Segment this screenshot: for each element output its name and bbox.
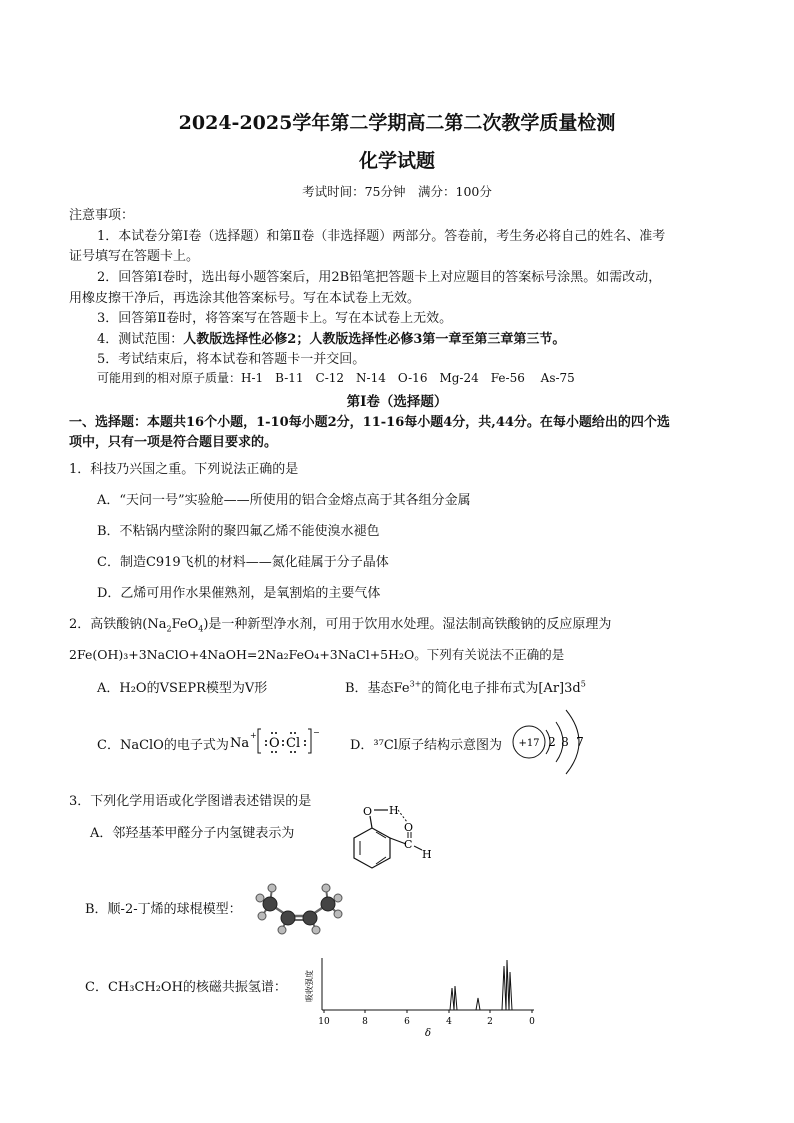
tick-label: 4 <box>446 1017 452 1027</box>
q1-option-c: C．制造C919飞机的材料——氮化硅属于分子晶体 <box>97 555 389 570</box>
q1-option-d: D．乙烯可用作水果催熟剂，是氧割焰的主要气体 <box>97 586 381 601</box>
dot <box>290 732 292 734</box>
hydroxyl-h: H <box>389 804 399 817</box>
q2-option-a: A．H₂O的VSEPR模型为V形 <box>97 681 268 696</box>
hydrogen-atom <box>256 894 264 902</box>
dot <box>290 751 292 753</box>
shell-3-electrons: 7 <box>576 735 584 749</box>
ethanol-nmr-spectrum <box>298 952 544 1038</box>
hydrogen-atom <box>258 912 266 920</box>
x-axis-label: δ <box>424 1028 432 1038</box>
naclo-na: Na <box>230 736 250 751</box>
section-title: 第Ⅰ卷（选择题） <box>346 394 448 410</box>
q2-stem-mid: FeO <box>171 617 199 632</box>
dot <box>275 751 277 753</box>
q3-option-a: A．邻羟基苯甲醛分子内氢键表示为 <box>90 826 295 841</box>
spectrum-peaks <box>322 960 534 1010</box>
section-instruction-line1: 一、选择题：本题共16个小题，1-10每小题2分，11-16每小题4分，共,44分。在每小题给出的四个选 <box>69 415 670 430</box>
section-instruction-line2: 项中，只有一项是符合题目要求的。 <box>69 435 278 450</box>
carbon-atom <box>281 911 295 925</box>
note-2-line2: 用橡皮擦干净后，再选涂其他答案标号。写在本试卷上无效。 <box>69 291 421 306</box>
note-4-scope: 人教版选择性必修2；人教版选择性必修3第一章至第三章第三节。 <box>183 332 566 347</box>
cl-atom-structure-diagram <box>508 700 598 784</box>
q3-option-c: C．CH₃CH₂OH的核磁共振氢谱： <box>85 980 287 995</box>
atomic-masses: 可能用到的相对原子质量：H-1 B-11 C-12 N-14 O-16 Mg-24 Fe-56 As-75 <box>97 371 575 385</box>
hydroxyl-o: O <box>363 805 373 818</box>
tick-label: 6 <box>404 1017 410 1027</box>
tick-label: 10 <box>318 1017 330 1027</box>
q2-stem <box>69 613 611 634</box>
q1-option-b: B．不粘锅内壁涂附的聚四氟乙烯不能使溴水褪色 <box>97 524 380 539</box>
q2-option-d: D．³⁷Cl原子结构示意图为 <box>350 738 502 753</box>
naclo-charge: − <box>313 728 320 737</box>
benzene-ring <box>354 828 390 868</box>
q1-stem: 1．科技乃兴国之重。下列说法正确的是 <box>69 462 299 477</box>
hydrogen-atom <box>268 884 276 892</box>
q2-stem-sub2: 2 <box>166 624 172 634</box>
bracket-left <box>258 729 261 753</box>
note-4 <box>97 328 565 347</box>
y-axis-label: 吸收强度 <box>305 970 314 1002</box>
q2-option-b <box>345 677 586 696</box>
naclo-cl: Cl <box>286 736 301 751</box>
carbon-atom <box>303 911 317 925</box>
salicylaldehyde-structure <box>340 800 440 876</box>
q2-stem-pre: 2．高铁酸钠(Na <box>69 617 167 632</box>
shell-2-electrons: 8 <box>561 735 569 749</box>
note-5: 5．考试结束后，将本试卷和答题卡一并交回。 <box>97 352 366 367</box>
dot <box>275 732 277 734</box>
dot <box>271 732 273 734</box>
c-h-bond <box>414 846 422 850</box>
cis-2-butene-ball-stick-model <box>250 876 350 938</box>
aldehyde-c: C <box>404 838 413 851</box>
aldehyde-h: H <box>422 848 432 861</box>
q2-equation: 2Fe(OH)₃+3NaClO+4NaOH=2Na₂FeO₄+3NaCl+5H₂O。下列有关说法不正确的是 <box>69 647 565 662</box>
aldehyde-o: O <box>404 821 414 834</box>
dot <box>282 740 284 742</box>
hydrogen-atom <box>278 926 286 934</box>
q2-option-c: C．NaClO的电子式为 <box>97 738 229 753</box>
dot <box>304 744 306 746</box>
dot <box>265 740 267 742</box>
hydrogen-atom <box>334 894 342 902</box>
tick-label: 2 <box>487 1017 493 1027</box>
bracket-right <box>308 729 311 753</box>
naclo-o: O <box>269 736 280 751</box>
q1-option-a: A．“天问一号”实验舱——所使用的铝合金熔点高于其各组分金属 <box>97 493 471 508</box>
q2-option-b-mid: 的简化电子排布式为[Ar]3d <box>421 681 581 696</box>
carbon-atom <box>321 897 335 911</box>
dot <box>304 740 306 742</box>
notes-heading: 注意事项： <box>69 208 135 223</box>
q3-stem: 3．下列化学用语或化学图谱表述错误的是 <box>69 794 312 809</box>
q2-option-b-sup2: 5 <box>580 679 586 689</box>
q2-option-b-sup: 3+ <box>409 679 422 689</box>
dot <box>265 744 267 746</box>
hydrogen-atom <box>322 884 330 892</box>
dot <box>282 744 284 746</box>
nucleus-charge: +17 <box>518 738 540 749</box>
q2-option-b-pre: B．基态Fe <box>345 681 410 696</box>
tick-label: 8 <box>362 1017 368 1027</box>
tick-labels <box>318 1017 535 1027</box>
dot <box>294 751 296 753</box>
q2-stem-post: )是一种新型净水剂，可用于饮用水处理。湿法制高铁酸钠的反应原理为 <box>203 617 612 632</box>
q3-option-b: B．顺-2-丁烯的球棍模型： <box>85 902 242 917</box>
q2-stem-sub4: 4 <box>198 624 204 634</box>
naclo-na-charge: + <box>250 731 257 740</box>
hydrogen-atom <box>334 910 342 918</box>
note-4-prefix: 4．测试范围： <box>97 332 184 347</box>
exam-title: 2024-2025学年第二学期高二第二次教学质量检测 <box>178 112 616 134</box>
note-1-line1: 1．本试卷分第Ⅰ卷（选择题）和第Ⅱ卷（非选择题）两部分。答卷前，考生务必将自己的姓名、准考 <box>97 229 666 244</box>
subject-title: 化学试题 <box>358 150 435 172</box>
dot <box>294 732 296 734</box>
note-3: 3．回答第Ⅱ卷时，将答案写在答题卡上。写在本试卷上无效。 <box>97 311 453 326</box>
tick-label: 0 <box>529 1017 535 1027</box>
note-2-line1: 2．回答第Ⅰ卷时，选出每小题答案后，用2B铅笔把答题卡上对应题目的答案标号涂黑。如需改动， <box>97 270 662 285</box>
hydrogen-atom <box>312 926 320 934</box>
dot <box>271 751 273 753</box>
naclo-electron-formula <box>228 724 328 758</box>
note-1-line2: 证号填写在答题卡上。 <box>69 249 200 264</box>
shell-1-electrons: 2 <box>548 735 556 749</box>
exam-info: 考试时间：75分钟 满分：100分 <box>302 184 492 199</box>
carbon-atom <box>263 897 277 911</box>
